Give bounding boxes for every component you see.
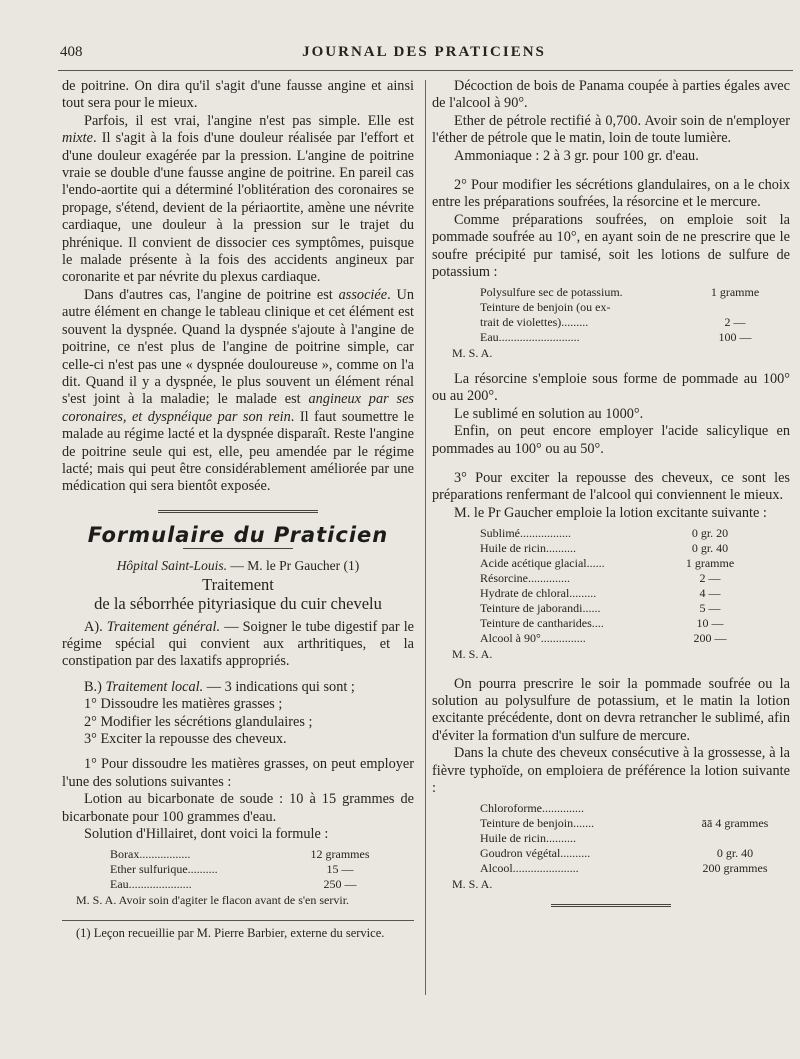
formula-row: trait de violettes)......... 2 — bbox=[480, 315, 746, 330]
paragraph: Enfin, on peut encore employer l'acide salicylique en pommades au 100° ou au 50°. bbox=[432, 423, 790, 457]
paragraph: B.) Traitement local. — 3 indications qui sont ; bbox=[84, 678, 355, 695]
list-item: 2° Modifier les sécrétions glandulaires ; bbox=[84, 713, 313, 730]
formula-note: M. S. A. bbox=[452, 346, 493, 361]
formula-hillairet bbox=[110, 847, 414, 892]
right-column bbox=[432, 78, 790, 907]
page-header bbox=[60, 44, 788, 66]
formula-row: Teinture de jaborandi...... 5 — bbox=[480, 601, 721, 616]
formula-row: Acide acétique glacial...... 1 gramme bbox=[480, 556, 735, 571]
formula-row: Sublimé................. 0 gr. 20 bbox=[480, 526, 729, 541]
formula-row: Hydrate de chloral......... 4 — bbox=[480, 586, 721, 601]
closing-rule bbox=[551, 904, 671, 907]
hospital-line: Hôpital Saint-Louis. — M. le Pr Gaucher (1) bbox=[116, 558, 360, 574]
paragraph: Décoction de bois de Panama coupée à parties égales avec de l'alcool à 90°. bbox=[432, 78, 790, 112]
treatment-title: Traitement bbox=[202, 574, 274, 594]
formula-row: Eau..................... 250 — bbox=[110, 877, 357, 892]
paragraph: Parfois, il est vrai, l'angine n'est pas simple. Elle est mixte. Il s'agit à la fois d'une douleur réalisée par l'effort et d'une douleur exagérée par la pression. L'angine de poitrine vraie se double d'une fausse angine de poitrine. En pareil cas l'endo-aortite qui a déterminé l'oblitération des coronaires se propage, s'étend, devient de la périaortite, amène une névrite cardiaque, une douleur à la pression sur le trajet du phrénique. Il convient de dissocier ces symptômes, puisque le malade présente à la fois des accidents angineux par coronarite et par névrite du plexus cardiaque. bbox=[62, 112, 414, 286]
formula-chute-cheveux bbox=[480, 801, 790, 876]
left-column bbox=[62, 78, 414, 942]
formula-row: Chloroforme.............. bbox=[480, 801, 584, 816]
formula-note: M. S. A. bbox=[452, 647, 493, 662]
paragraph: Ether de pétrole rectifié à 0,700. Avoir soin de n'employer l'éther de pétrole que le matin, loin de toute lumière. bbox=[432, 112, 790, 147]
paragraph: M. le Pr Gaucher emploie la lotion excitante suivante : bbox=[454, 504, 767, 521]
paragraph: Le sublimé en solution au 1000°. bbox=[454, 405, 644, 422]
paragraph: de poitrine. On dira qu'il s'agit d'une fausse angine et ainsi tout sera pour le mieux. bbox=[62, 78, 414, 112]
paragraph: Dans d'autres cas, l'angine de poitrine est associée. Un autre élément en change le tableau clinique et cet élément est souvent la dyspnée. Quand la dyspnée s'ajoute à l'angine de poitrine, ce n'est plus de l'angine de poitrine simple, car celle-ci n'est pas une « dyspnée douloureuse », comme on l'a dit. Quand il y a dyspnée, le plus souvent un élément rénal s'est joint à la maladie; le malade est angineux par ses coronaires, et dyspnéique par son rein. Il faut soumettre le malade au régime lacté et la dyspnée disparaît. Reste l'angine de poitrine seule qui est, elle, peu amendée par le régime lacté; mais qui peut être considérablement améliorée par une médication qui sera bientôt exposée. bbox=[62, 286, 415, 495]
footnote-rule bbox=[62, 920, 414, 921]
formula-row: Borax................. 12 grammes bbox=[110, 847, 370, 862]
paragraph: Ammoniaque : 2 à 3 gr. pour 100 gr. d'eau. bbox=[454, 147, 699, 164]
paragraph: 2° Pour modifier les sécrétions glandulaires, on a le choix entre les préparations soufrées, la résorcine et le mercure. bbox=[432, 177, 790, 211]
footnote: (1) Leçon recueillie par M. Pierre Barbier, externe du service. bbox=[76, 925, 385, 940]
paragraph: La résorcine s'emploie sous forme de pommade au 100° ou au 200°. bbox=[432, 370, 790, 405]
journal-title: JOURNAL DES PRATICIENS bbox=[302, 44, 546, 60]
formula-row: Ether sulfurique.......... 15 — bbox=[110, 862, 354, 877]
paragraph: A). Traitement général. — Soigner le tube digestif par le régime spécial qui convient aux arthritiques, et la constipation par des laxatifs appropriés. bbox=[62, 618, 415, 670]
paragraph: Comme préparations soufrées, on emploie soit la pommade soufrée au 10°, en ayant soin de ne prescrire que le soufre précipité pur tamisé, soit les lotions de sulfure de potassium : bbox=[432, 211, 790, 281]
list-item: 1° Dissoudre les matières grasses ; bbox=[84, 696, 283, 713]
formula-row: Eau........................... 100 — bbox=[480, 330, 752, 345]
paragraph: Solution d'Hillairet, dont voici la formule : bbox=[84, 826, 329, 843]
formula-row: Alcool à 90°............... 200 — bbox=[480, 631, 727, 646]
formula-row: Huile de ricin.......... bbox=[480, 831, 576, 846]
formula-note: M. S. A. bbox=[452, 877, 493, 892]
treatment-subtitle: de la séborrhée pityriasique du cuir chevelu bbox=[94, 593, 382, 613]
formula-lotion-excitante bbox=[480, 526, 790, 646]
formula-note: M. S. A. Avoir soin d'agiter le flacon avant de s'en servir. bbox=[76, 893, 350, 908]
column-divider bbox=[425, 80, 426, 995]
formula-row: Alcool...................... 200 grammes bbox=[480, 861, 768, 876]
page-number: 408 bbox=[60, 44, 83, 60]
formula-row: Goudron végétal.......... 0 gr. 40 bbox=[480, 846, 754, 861]
paragraph: Dans la chute des cheveux consécutive à la grossesse, à la fièvre typhoïde, on emploiera de préférence la lotion suivante : bbox=[432, 745, 790, 796]
paragraph: 1° Pour dissoudre les matières grasses, on peut employer l'une des solutions suivantes : bbox=[62, 756, 414, 790]
paragraph: On pourra prescrire le soir la pommade soufrée ou la solution au polysulfure de potassium, et le matin la lotion excitante précédente, dont on devra retrancher le sublimé, afin d'éviter la formation d'un sulfure de mercure. bbox=[432, 675, 790, 744]
paragraph: Lotion au bicarbonate de soude : 10 à 15 grammes de bicarbonate pour 100 grammes d'eau. bbox=[62, 791, 414, 825]
section-title: Formulaire du Praticien bbox=[87, 522, 389, 547]
list-item: 3° Exciter la repousse des cheveux. bbox=[84, 731, 287, 747]
formula-row: Huile de ricin.......... 0 gr. 40 bbox=[480, 541, 729, 556]
header-rule bbox=[58, 70, 793, 71]
formula-row: Teinture de benjoin....... āā 4 grammes bbox=[480, 816, 769, 831]
formula-row: Polysulfure sec de potassium. 1 gramme bbox=[480, 285, 760, 300]
formula-row: Teinture de benjoin (ou ex- bbox=[480, 300, 611, 315]
formula-row: Teinture de cantharides.... 10 — bbox=[480, 616, 724, 631]
paragraph: 3° Pour exciter la repousse des cheveux, ce sont les préparations renfermant de l'alcool qui conviennent le mieux. bbox=[432, 469, 790, 504]
formula-polysulfure bbox=[480, 285, 790, 345]
formula-row: Résorcine.............. 2 — bbox=[480, 571, 721, 586]
